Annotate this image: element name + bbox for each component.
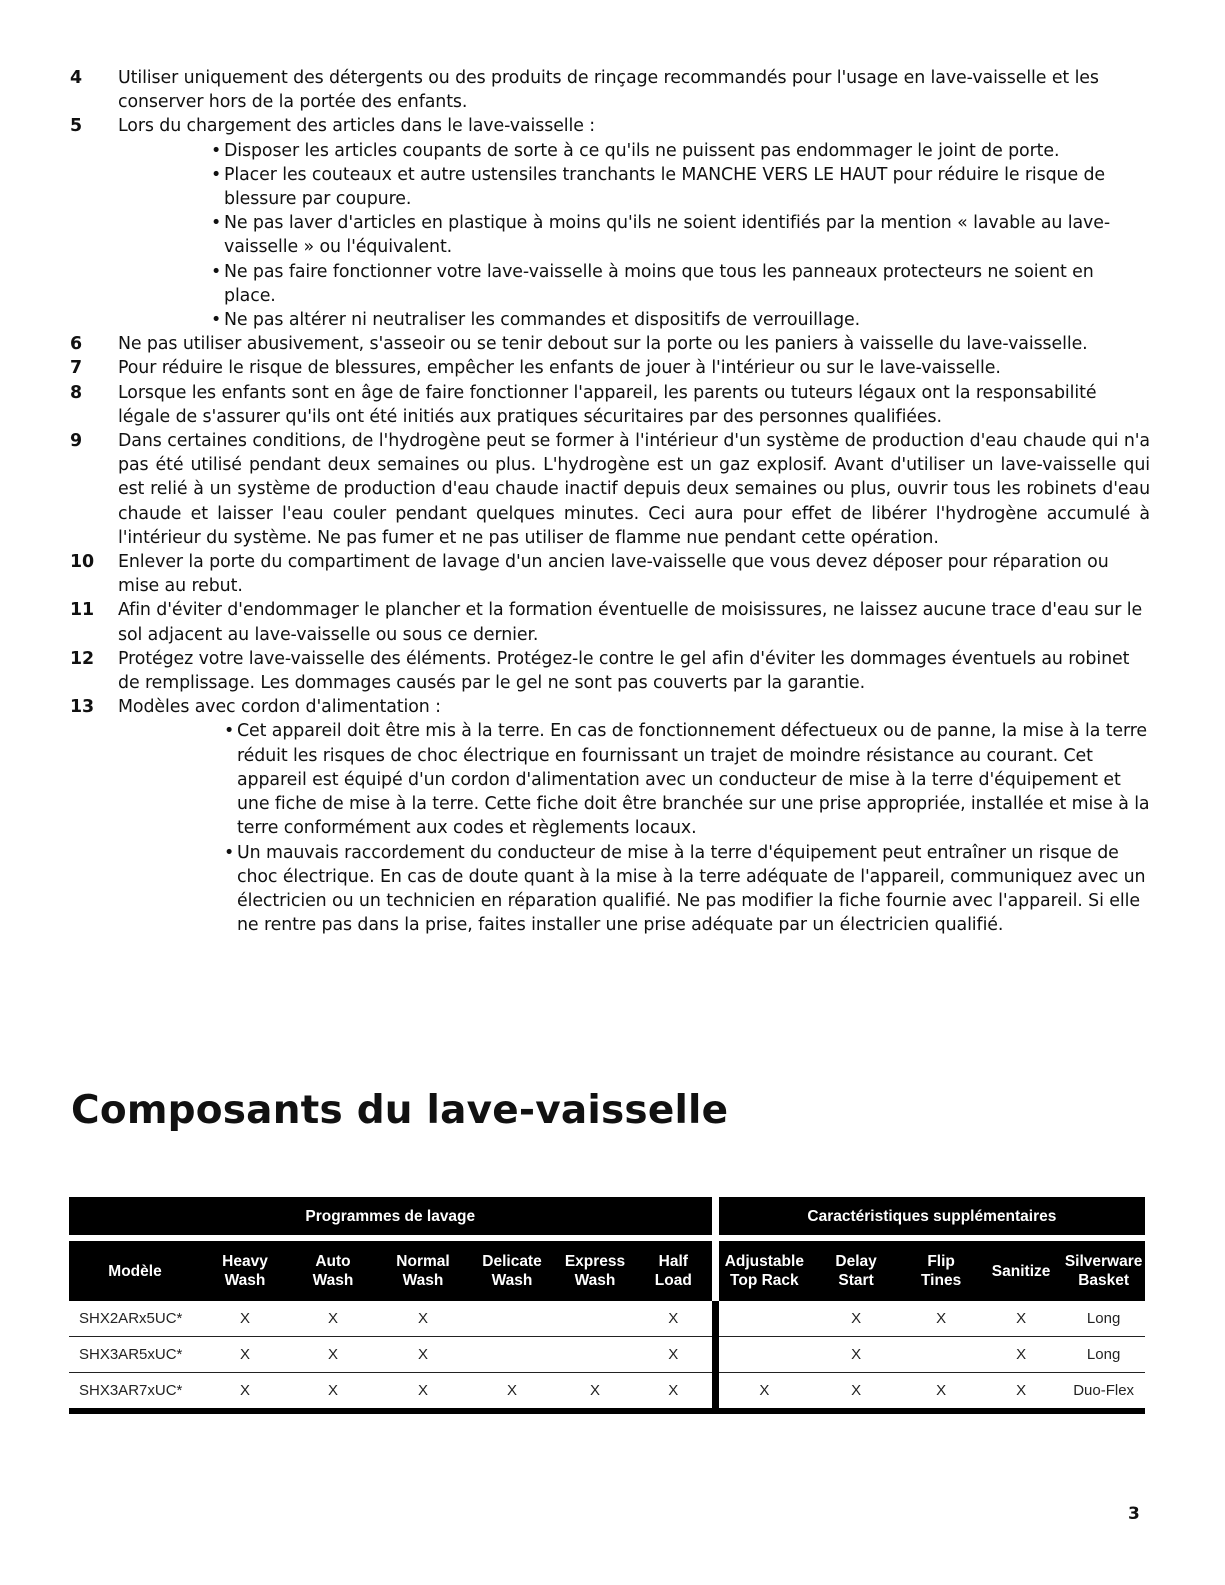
table-cell: [555, 1337, 635, 1373]
table-cell: [555, 1301, 635, 1337]
item-number: 13: [70, 697, 95, 718]
table-cell: X: [715, 1373, 810, 1412]
section-heading: Composants du lave-vaisselle: [71, 1088, 729, 1133]
item-number: 5: [70, 116, 83, 137]
list-item: [70, 114, 1150, 332]
safety-instructions-list: [70, 66, 1150, 937]
column-header-delay-start: Delay Start: [810, 1241, 902, 1301]
model-cell: SHX2ARx5UC*: [69, 1301, 201, 1337]
table-cell: X: [201, 1337, 289, 1373]
item-text: Pour réduire le risque de blessures, empêcher les enfants de jouer à l'intérieur ou sur le lave-vaisselle.: [118, 358, 1001, 379]
list-item: [70, 647, 1150, 695]
bullet-text: Ne pas laver d'articles en plastique à moins qu'ils ne soient identifiés par la mention « lavable au lave-vaisselle » ou l'équivalent.: [224, 213, 1111, 258]
bullet-text: Cet appareil doit être mis à la terre. En cas de fonctionnement défectueux ou de panne, la mise à la terre réduit les risques de choc électrique en fournissant un trajet de moindre résistance au courant. Cet appareil est équipé d'un cordon d'alimentation avec un conducteur de mise à la terre d'équipement et une fiche de mise à la terre. Cette fiche doit être branchée sur une prise appropriée, installée et mise à la terre conformément aux codes et règlements locaux.: [237, 721, 1150, 839]
item-text: Afin d'éviter d'endommager le plancher et la formation éventuelle de moisissures, ne laissez aucune trace d'eau sur le sol adjacent au lave-vaisselle ou sous ce dernier.: [118, 600, 1143, 645]
bullet-mark: •: [211, 164, 222, 185]
table-cell: X: [377, 1373, 469, 1412]
item-text: Dans certaines conditions, de l'hydrogène peut se former à l'intérieur d'un système de production d'eau chaude qui n'a pas été utilisé pendant deux semaines ou plus. L'hydrogène est un gaz explosif. Avant d'utiliser un lave-vaisselle qui est relié à un système de production d'eau chaude inactif depuis deux semaines ou plus, ouvrir tous les robinets d'eau chaude et laisser l'eau couler pendant quelques minutes. Ceci aura pour effet de libérer l'hydrogène accumulé à l'intérieur du système. Ne pas fumer et ne pas utiliser de flamme nue pendant cette opération.: [118, 431, 1150, 548]
bullet-mark: •: [224, 721, 235, 742]
bullet-mark: •: [211, 261, 222, 282]
model-cell: SHX3AR5xUC*: [69, 1337, 201, 1373]
item-number: 7: [70, 358, 83, 379]
group-header-programs: Programmes de lavage: [69, 1197, 715, 1235]
column-header-silverware-basket: Silverware Basket: [1062, 1241, 1145, 1301]
item-text: Enlever la porte du compartiment de lavage d'un ancien lave-vaisselle que vous devez déposer pour réparation ou mise au rebut.: [118, 552, 1109, 597]
bullet-mark: •: [224, 842, 235, 863]
table-cell: [715, 1337, 810, 1373]
table-cell: X: [377, 1337, 469, 1373]
item-number: 12: [70, 648, 95, 669]
table-cell: X: [980, 1337, 1062, 1373]
item-number: 4: [70, 68, 83, 88]
table-cell: Duo-Flex: [1062, 1373, 1145, 1412]
bullet-item: [211, 163, 1150, 211]
bullet-item: [224, 841, 1150, 938]
list-item: [70, 332, 1150, 356]
list-item: [70, 381, 1150, 429]
bullet-text: Placer les couteaux et autre ustensiles tranchants le MANCHE VERS LE HAUT pour réduire le risque de blessure par coupure.: [224, 164, 1106, 210]
table-cell: X: [201, 1301, 289, 1337]
table-cell: Long: [1062, 1301, 1145, 1337]
list-item: [70, 356, 1150, 380]
list-item: [70, 598, 1150, 646]
table-cell: X: [810, 1373, 902, 1412]
table-cell: X: [980, 1373, 1062, 1412]
item-number: 6: [70, 334, 83, 355]
table-cell: X: [810, 1337, 902, 1373]
bullet-item: [211, 308, 1150, 332]
bullet-item: [211, 260, 1150, 308]
table-cell: X: [635, 1337, 715, 1373]
table-cell: X: [469, 1373, 555, 1412]
column-header-half-load: Half Load: [635, 1241, 715, 1301]
item-text: Protégez votre lave-vaisselle des éléments. Protégez-le contre le gel afin d'éviter les dommages éventuels au robinet de remplissage. Les dommages causés par le gel ne sont pas couverts par la garantie.: [118, 648, 1130, 694]
table-group-header-row: [69, 1197, 1145, 1235]
item-number: 11: [70, 600, 95, 621]
table-column-header-row: [69, 1241, 1145, 1301]
table-cell: X: [377, 1301, 469, 1337]
item-number: 8: [70, 382, 83, 403]
table-cell: X: [810, 1301, 902, 1337]
table-cell: [715, 1301, 810, 1337]
table-row: [69, 1337, 1145, 1373]
item-text: Lorsque les enfants sont en âge de faire fonctionner l'appareil, les parents ou tuteurs légaux ont la responsabilité légale de s'assurer qu'ils ont été initiés aux pratiques sécuritaires par des personnes qualifiées.: [118, 382, 1097, 427]
item-text: Ne pas utiliser abusivement, s'asseoir ou se tenir debout sur la porte ou les paniers à vaisselle du lave-vaisselle.: [118, 334, 1088, 355]
item-text: Lors du chargement des articles dans le lave-vaisselle :: [118, 116, 596, 137]
table-cell: [469, 1301, 555, 1337]
bullet-list: [118, 719, 1150, 937]
table-cell: Long: [1062, 1337, 1145, 1373]
group-header-features: Caractéristiques supplémentaires: [715, 1197, 1145, 1235]
table-cell: [902, 1337, 980, 1373]
column-header-auto-wash: Auto Wash: [289, 1241, 377, 1301]
list-item: [70, 550, 1150, 598]
list-item: [70, 66, 1150, 114]
table-cell: X: [902, 1373, 980, 1412]
column-header-adjustable-top-rack: Adjustable Top Rack: [715, 1241, 810, 1301]
bullet-mark: •: [211, 140, 222, 161]
list-item: [70, 429, 1150, 550]
table-cell: X: [555, 1373, 635, 1412]
bullet-text: Ne pas faire fonctionner votre lave-vaisselle à moins que tous les panneaux protecteurs ne soient en place.: [224, 261, 1094, 306]
column-header-model: Modèle: [69, 1241, 201, 1301]
item-text: Modèles avec cordon d'alimentation :: [118, 697, 441, 718]
column-header-normal-wash: Normal Wash: [377, 1241, 469, 1301]
bullet-mark: •: [211, 213, 222, 234]
bullet-item: [224, 719, 1150, 840]
table-cell: X: [635, 1301, 715, 1337]
table-cell: X: [289, 1373, 377, 1412]
column-header-express-wash: Express Wash: [555, 1241, 635, 1301]
table-row: [69, 1373, 1145, 1412]
page-number: 3: [1128, 1504, 1140, 1524]
column-header-heavy-wash: Heavy Wash: [201, 1241, 289, 1301]
item-text: Utiliser uniquement des détergents ou des produits de rinçage recommandés pour l'usage en lave-vaisselle et les conserver hors de la portée des enfants.: [118, 68, 1099, 113]
item-number: 9: [70, 431, 83, 452]
table-cell: X: [201, 1373, 289, 1412]
table-cell: X: [289, 1337, 377, 1373]
table-cell: X: [980, 1301, 1062, 1337]
bullet-list: [118, 139, 1150, 333]
bullet-text: Disposer les articles coupants de sorte à ce qu'ils ne puissent pas endommager le joint de porte.: [224, 140, 1060, 161]
table-cell: [469, 1337, 555, 1373]
table-cell: X: [635, 1373, 715, 1412]
components-table: [69, 1197, 1145, 1414]
bullet-item: [211, 211, 1150, 259]
column-header-delicate-wash: Delicate Wash: [469, 1241, 555, 1301]
bullet-text: Ne pas altérer ni neutraliser les commandes et dispositifs de verrouillage.: [224, 310, 861, 331]
bullet-item: [211, 139, 1150, 163]
bullet-text: Un mauvais raccordement du conducteur de mise à la terre d'équipement peut entraîner un risque de choc électrique. En cas de doute quant à la mise à la terre adéquate de l'appareil, communiquez avec un électricien ou un technicien en réparation qualifié. Ne pas modifier la fiche fournie avec l'appareil. Si elle ne rentre pas dans la prise, faites installer une prise adéquate par un électricien qualifié.: [237, 842, 1146, 936]
column-header-sanitize: Sanitize: [980, 1241, 1062, 1301]
item-number: 10: [70, 552, 95, 573]
column-header-flip-tines: Flip Tines: [902, 1241, 980, 1301]
model-cell: SHX3AR7xUC*: [69, 1373, 201, 1412]
table-row: [69, 1301, 1145, 1337]
bullet-mark: •: [211, 310, 222, 331]
table-cell: X: [289, 1301, 377, 1337]
list-item: [70, 695, 1150, 937]
table-cell: X: [902, 1301, 980, 1337]
